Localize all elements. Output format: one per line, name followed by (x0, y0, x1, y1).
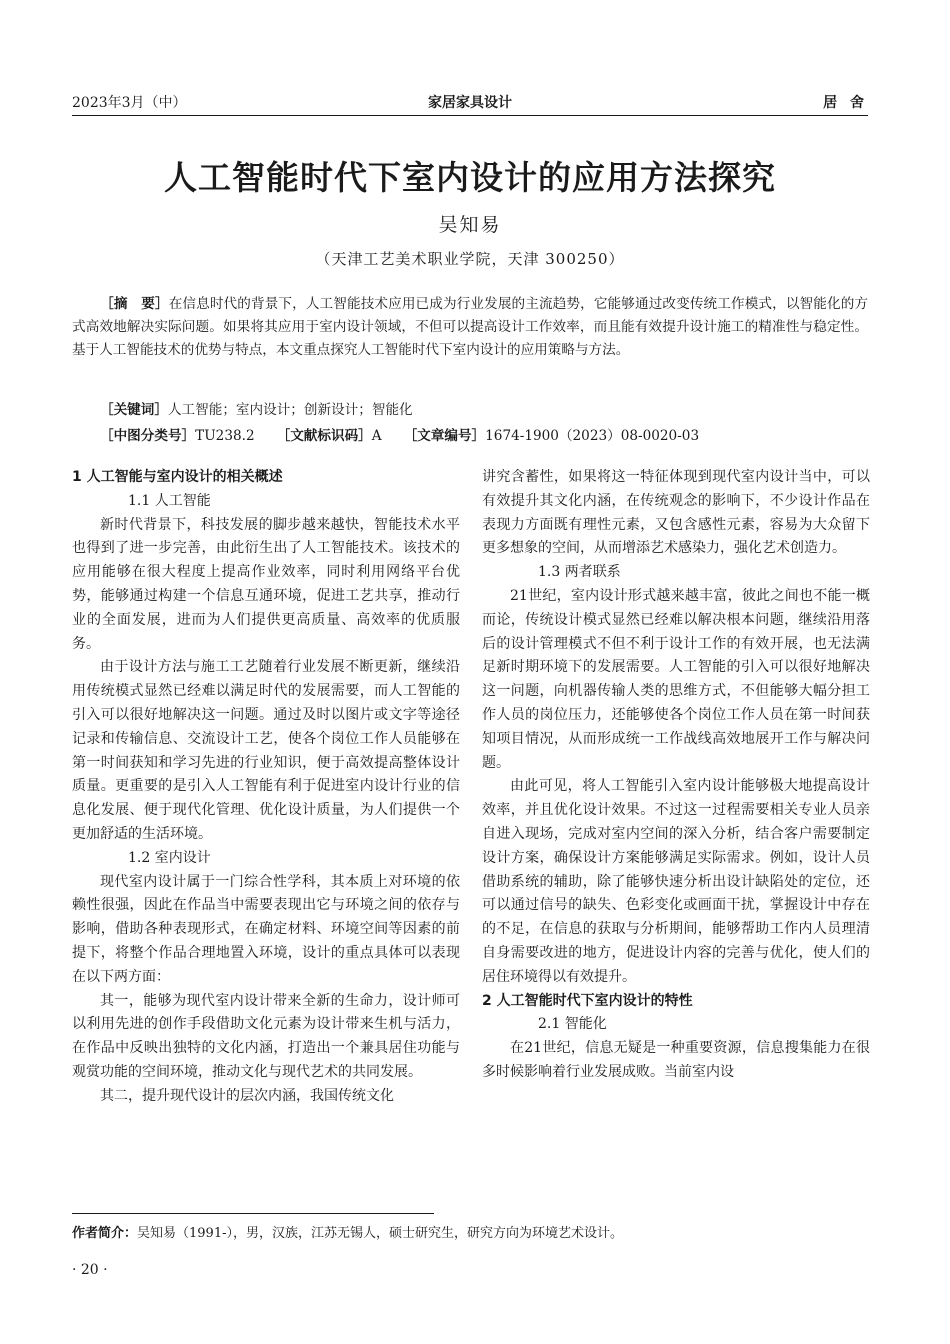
paragraph: 讲究含蓄性，如果将这一特征体现到现代室内设计当中，可以有效提升其文化内涵，在传统观念的影响下，不少设计作品在表现力方面既有理性元素，又包含感性元素，容易为大众留下更多想象的空间，从而增添艺术感染力，强化艺术创造力。 (482, 469, 870, 557)
author-name: 吴知易 (438, 214, 502, 236)
article-title: 人工智能时代下室内设计的应用方法探究 (164, 158, 776, 197)
journal-name: 居 舍 (823, 95, 868, 111)
keywords-label: ［关键词］ (100, 402, 168, 418)
header-rule (72, 115, 868, 116)
footnote-rule (72, 1213, 434, 1214)
paragraph: 新时代背景下，科技发展的脚步越来越快，智能技术水平也得到了进一步完善，由此衍生出了人工智能技术。该技术的应用能够在很大程度上提高作业效率，同时利用网络平台优势，能够通过构建一个信息互通环境，促进工艺共享，推动行业的全面发展，进而为人们提供更高质量、高效率的优质服务。 (72, 516, 460, 652)
section-heading: 1 人工智能与室内设计的相关概述 (72, 469, 283, 485)
author-footnote (72, 1222, 623, 1241)
author-affiliation: （天津工艺美术职业学院，天津 300250） (315, 250, 625, 268)
subsection-heading: 1.3 两者联系 (538, 564, 621, 581)
left-column (72, 466, 460, 1109)
footnote-text: 吴知易（1991-），男，汉族，江苏无锡人，硕士研究生，研究方向为环境艺术设计。 (137, 1226, 623, 1241)
clc-value: TU238.2 (195, 428, 255, 444)
subsection-heading: 1.2 室内设计 (128, 849, 211, 866)
abstract-text: 在信息时代的背景下，人工智能技术应用已成为行业发展的主流趋势，它能够通过改变传统工作模式，以智能化的方式高效地解决实际问题。如果将其应用于室内设计领域，不但可以提高设计工作效率，而且能有效提升设计施工的精准性与稳定性。基于人工智能技术的优势与特点，本文重点探究人工智能时代下室内设计的应用策略与方法。 (72, 296, 869, 358)
doc-code-label: ［文献标识码］ (276, 428, 372, 444)
footnote-label: 作者简介： (72, 1226, 138, 1241)
journal-section: 家居家具设计 (428, 95, 512, 111)
classification-line (100, 424, 699, 444)
subsection-heading: 1.1 人工智能 (128, 492, 211, 509)
paragraph: 其二，提升现代设计的层次内涵，我国传统文化 (100, 1087, 394, 1104)
page-number: · 20 · (72, 1262, 108, 1278)
article-number-value: 1674-1900（2023）08-0020-03 (485, 428, 700, 444)
paragraph: 由此可见，将人工智能引入室内设计能够极大地提高设计效率，并且优化设计效果。不过这一过程需要相关专业人员亲自进入现场，完成对室内空间的深入分析，结合客户需要制定设计方案，确保设计方案能够满足实际需求。例如，设计人员借助系统的辅助，除了能够快速分析出设计缺陷处的定位，还可以通过信号的缺失、色彩变化或画面干扰，掌握设计中存在的不足，在信息的获取与分析期间，能够帮助工作内人员理清自身需要改进的地方，促进设计内容的完善与优化，使人们的居住环境得以有效提升。 (482, 778, 870, 985)
keywords-line (100, 398, 413, 418)
article-number-label: ［文章编号］ (403, 428, 486, 444)
paragraph: 现代室内设计属于一门综合性学科，其本质上对环境的依赖性很强，因此在作品当中需要表现出它与环境之间的依存与影响，借助各种表现形式，在确定材料、环境空间等因素的前提下，将整个作品合理地置入环境，设计的重点具体可以表现在以下两方面： (72, 873, 460, 985)
paragraph: 由于设计方法与施工工艺随着行业发展不断更新，继续沿用传统模式显然已经难以满足时代的发展需要，而人工智能的引入可以很好地解决这一问题。通过及时以图片或文字等途径记录和传输信息、交流设计工艺，使各个岗位工作人员能够在第一时间获知和学习先进的行业知识，便于高效提高整体设计质量。更重要的是引入人工智能有利于促进室内设计行业的信息化发展、便于现代化管理、优化设计质量，为人们提供一个更加舒适的生活环境。 (72, 659, 460, 842)
paragraph: 21世纪，室内设计形式越来越丰富，彼此之间也不能一概而论，传统设计模式显然已经难以解决根本问题，继续沿用落后的设计管理模式不但不利于设计工作的有效开展，也无法满足新时期环境下的发展需要。人工智能的引入可以很好地解决这一问题，向机器传输人类的思维方式，不但能够大幅分担工作人员的岗位压力，还能够使各个岗位工作人员在第一时间获知项目情况，从而形成统一工作战线高效地展开工作与解决问题。 (482, 587, 870, 771)
right-column (482, 466, 870, 1085)
clc-label: ［中图分类号］ (100, 428, 196, 444)
subsection-heading: 2.1 智能化 (538, 1016, 607, 1033)
issue-date: 2023年3月（中） (72, 95, 187, 111)
doc-code-value: A (371, 428, 382, 444)
section-heading: 2 人工智能时代下室内设计的特性 (482, 992, 693, 1009)
keywords-text: 人工智能；室内设计；创新设计；智能化 (167, 402, 413, 418)
abstract (72, 293, 868, 362)
abstract-label: ［摘 要］ (100, 296, 169, 312)
paragraph: 其一，能够为现代室内设计带来全新的生命力，设计师可以利用先进的创作手段借助文化元素为设计带来生机与活力，在作品中反映出独特的文化内涵，打造出一个兼具居住功能与观赏功能的空间环境，推动文化与现代艺术的共同发展。 (72, 992, 460, 1080)
running-header (72, 92, 868, 114)
paragraph: 在21世纪，信息无疑是一种重要资源，信息搜集能力在很多时候影响着行业发展成败。当前室内设 (482, 1040, 870, 1080)
